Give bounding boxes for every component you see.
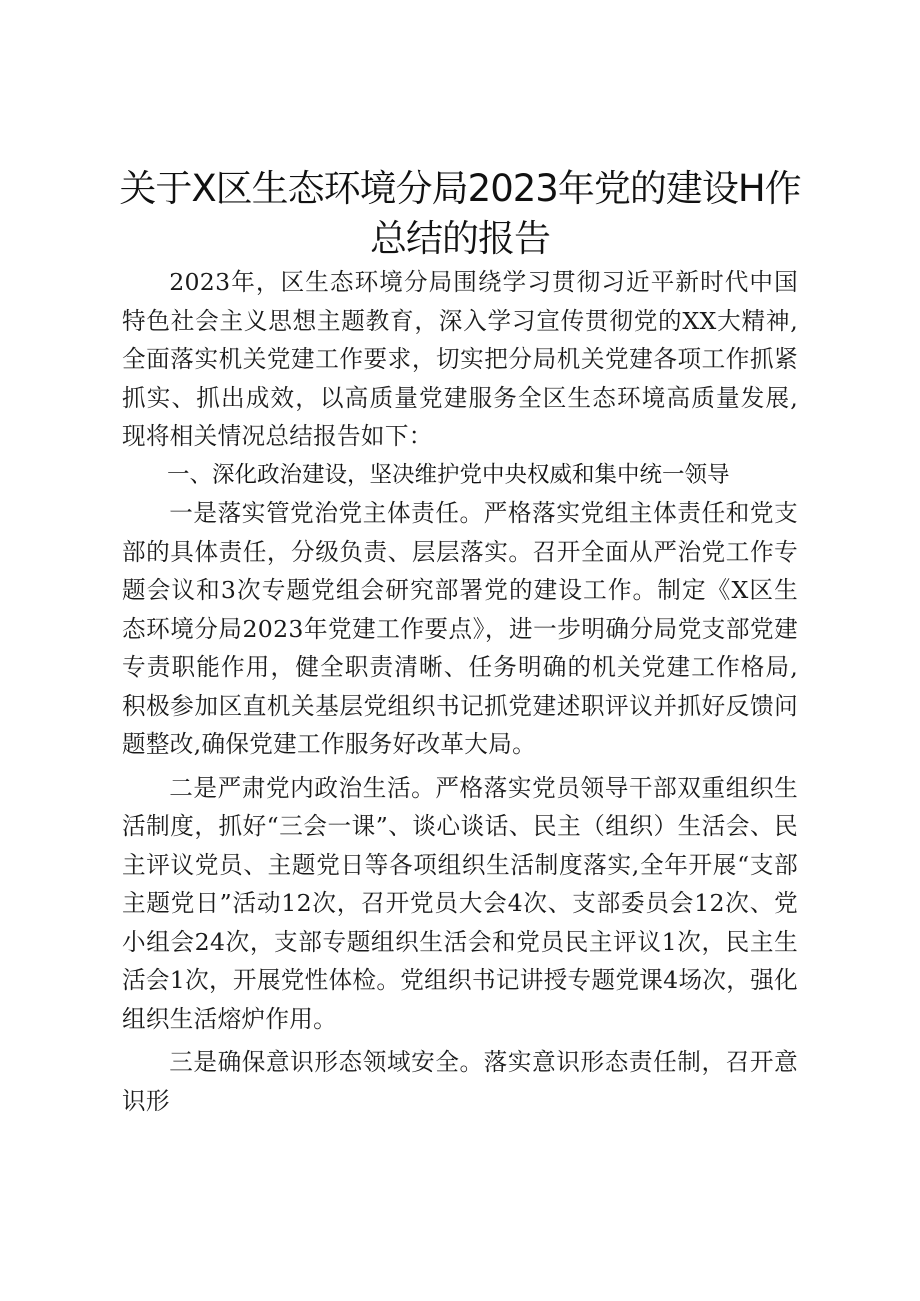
document-title-line1: 关于X区生态环境分局2023年党的建设H作 — [119, 167, 801, 210]
section-heading-1: 一、深化政治建设，坚决维护党中央权威和集中统一领导 — [167, 461, 730, 488]
paragraph-political-life: 二是严肃党内政治生活。严格落实党员领导干部双重组织生活制度，抓好“三会一课”、谈心谈话、民主（组织）生活会、民主评议党员、主题党日等各项组织生活制度落实,全年开展“支部主题党日”活动12次，召开党员大会4次、支部委员会12次、党小组会24次，支部专题组织生活会和党员民主评议1次，民主生活会1次，开展党性体检。党组织书记讲授专题党课4场次，强化组织生活熔炉作用。 — [122, 773, 798, 1033]
document-title-line2: 总结的报告 — [370, 217, 550, 260]
paragraph-party-responsibility: 一是落实管党治党主体责任。严格落实党组主体责任和党支部的具体责任，分级负责、层层落实。召开全面从严治党工作专题会议和3次专题党组会研究部署党的建设工作。制定《X区生态环境分局2023年党建工作要点》，进一步明确分局党支部党建专责职能作用，健全职责清晰、任务明确的机关党建工作格局,积极参加区直机关基层党组织书记抓党建述职评议并抓好反馈问题整改,确保党建工作服务好改革大局。 — [122, 499, 798, 758]
paragraph-ideology-security: 三是确保意识形态领域安全。落实意识形态责任制，召开意识形 — [122, 1048, 798, 1115]
document-body — [122, 263, 798, 1120]
intro-paragraph: 2023年，区生态环境分局围绕学习贯彻习近平新时代中国特色社会主义思想主题教育，深入学习宣传贯彻党的XX大精神,全面落实机关党建工作要求，切实把分局机关党建各项工作抓紧抓实、抓出成效，以高质量党建服务全区生态环境高质量发展,现将相关情况总结报告如下： — [122, 268, 798, 450]
